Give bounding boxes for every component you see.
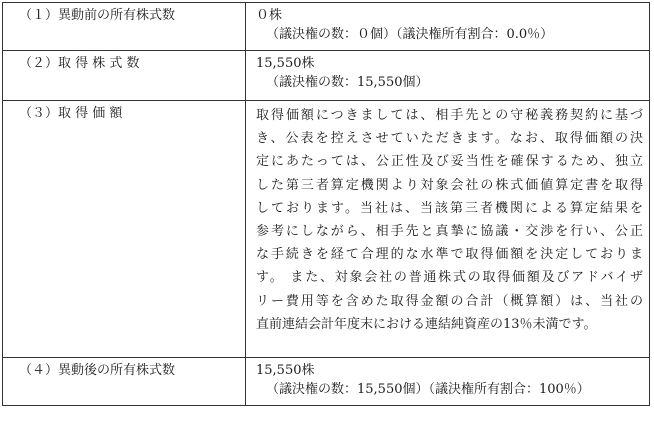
- paragraph-line: な手続きを経て合理的な水準で取得価額を決定しておりま: [256, 247, 643, 263]
- shares-before-count: ０株: [256, 8, 283, 23]
- acquisition-price-paragraph: [256, 104, 643, 336]
- table-row-acquisition-price: [3, 101, 650, 358]
- row-label-shares-before: （１）異動前の所有株式数: [3, 3, 246, 51]
- paragraph-line: き、公表を控えさせていただきます。なお、取得価額の決: [256, 131, 643, 147]
- row-value-shares-after: [246, 358, 650, 406]
- row-label-acquisition-price: （３）取 得 価 額: [3, 101, 246, 358]
- table-row-shares-acquired: [3, 51, 650, 101]
- shares-after-voting-rights: （議決権の数：15,550個）（議決権所有割合：100％）: [266, 382, 590, 397]
- paragraph-line: 参考にしながら、相手先と真摯に協議・交渉を行い、公正: [256, 224, 643, 240]
- shares-before-voting-rights: （議決権の数：０個）（議決権所有割合：0.0％）: [266, 27, 554, 42]
- paragraph-line: 定にあたっては、公正性及び妥当性を確保するため、独立: [256, 154, 643, 170]
- shares-after-count: 15,550株: [256, 363, 315, 378]
- paragraph-line: 取得価額につきましては、相手先との守秘義務契約に基づ: [256, 108, 643, 123]
- table-row-shares-after: [3, 358, 650, 406]
- paragraph-line: した第三者算定機関より対象会社の株式価値算定書を取得: [256, 177, 643, 193]
- row-value-acquisition-price: [246, 101, 650, 358]
- shares-acquired-voting-rights: （議決権の数：15,550個）: [266, 75, 429, 90]
- row-value-shares-acquired: [246, 51, 650, 101]
- paragraph-line: リー費用等を含めた取得金額の合計（概算額）は、当社の: [256, 293, 643, 309]
- row-value-shares-before: [246, 3, 650, 51]
- shares-acquired-count: 15,550株: [256, 56, 315, 71]
- paragraph-line: 直前連結会計年度末における連結純資産の13％未満です。: [256, 316, 597, 332]
- table-row-shares-before: [3, 3, 650, 51]
- share-acquisition-table: [2, 2, 650, 406]
- paragraph-line: しております。当社は、当該第三者機関による算定結果を: [256, 200, 643, 216]
- row-label-shares-after: （４）異動後の所有株式数: [3, 358, 246, 406]
- row-label-shares-acquired: （２）取 得 株 式 数: [3, 51, 246, 101]
- paragraph-line: す。 また、対象会社の普通株式の取得価額及びアドバイザ: [256, 270, 643, 286]
